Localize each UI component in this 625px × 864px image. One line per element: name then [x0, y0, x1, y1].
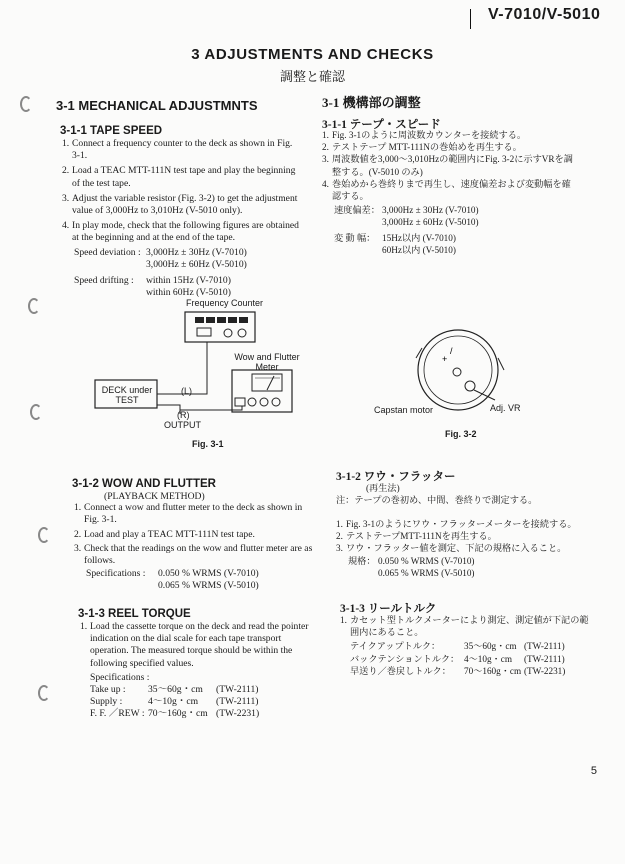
spec-row: 0.065 % WRMS (V-5010)	[378, 567, 475, 578]
binding-hole-mark	[20, 96, 32, 112]
binding-hole-mark	[38, 685, 50, 701]
step: 3. ワウ・フラッター値を測定、下記の規格に入ること。	[336, 543, 567, 554]
fig-3-1-caption: Fig. 3-1	[192, 439, 224, 449]
output-label: OUTPUT	[164, 420, 201, 430]
wow-subheading: (PLAYBACK METHOD)	[104, 491, 205, 502]
step: 1. Connect a wow and flutter meter to the deck as shown in Fig. 3-1.	[74, 502, 303, 526]
step: 3. 周波数値を3,000～3,010Hzの範囲内にFig. 3-2に示すVRを調整する。(V-5010 のみ)	[322, 154, 573, 177]
step: 2. Load a TEAC MTT-111N test tape and play the beginning of the test tape.	[62, 165, 296, 189]
step: 2. Load and play a TEAC MTT-111N test tape.	[74, 529, 255, 541]
svg-text:+: +	[442, 354, 448, 364]
step: 1. Connect a frequency counter to the deck as shown in Fig. 3-1.	[62, 138, 293, 162]
step: 2. テストテープMTT-111Nを再生する。	[336, 531, 497, 542]
step: 1. Fig. 3-1のように周波数カウンターを接続する。	[322, 130, 527, 140]
adj-vr-label: Adj. VR	[490, 403, 521, 413]
step: 1. Load the cassette torque on the deck and read the pointer indication on the dial scale for each tape transport operation. The measured torque should be within the following specified values.	[80, 621, 309, 669]
spec-row: F. F. ／REW : 70～160g・cm (TW-2231)	[90, 708, 260, 720]
model-number: V-7010/V-5010	[488, 6, 601, 23]
step: 3. Adjust the variable resistor (Fig. 3-2) to get the adjustment value of 3,000Hz to 3,010Hz (V-5010 only).	[62, 192, 298, 217]
spec-block	[340, 640, 592, 677]
reel-steps-jp	[340, 614, 592, 677]
step: 2. テストテープ MTT-111Nの巻始めを再生する。	[322, 142, 522, 153]
step: 1. カセット型トルクメーターにより測定、測定値が下記の範囲内にあること。	[340, 615, 589, 638]
left-channel-label: (L)	[181, 386, 192, 396]
wow-steps-jp	[336, 518, 586, 579]
fig-3-2-caption: Fig. 3-2	[445, 429, 477, 439]
section-heading: 3-1 MECHANICAL ADJUSTMNTS	[56, 98, 258, 113]
step: 4. In play mode, check that the following figures are obtained at the beginning and at the end of the tape.	[62, 220, 299, 244]
page-title: 3 ADJUSTMENTS AND CHECKS	[191, 46, 434, 63]
deck-label: DECK under TEST	[101, 385, 153, 405]
wow-meter-label: Wow and Flutter Meter	[234, 352, 300, 372]
wow-note-jp: 注：テープの巻初め、中間、巻終りで測定する。	[336, 495, 538, 505]
subsection-heading-reel: 3-1-3 REEL TORQUE	[78, 608, 191, 620]
spec-block	[322, 204, 574, 256]
adj-vr-knob	[465, 381, 475, 391]
spec-row: 早送り／巻戻しトルク： 70～160g・cm (TW-2231)	[350, 665, 566, 676]
wow-steps	[74, 502, 318, 592]
spec-row: 3,000Hz ± 60Hz (V-5010)	[146, 258, 247, 270]
subsection-heading-wow-jp: 3-1-2 ワウ・フラッター	[336, 471, 456, 483]
svg-text:/: /	[450, 346, 453, 356]
spec-row: 3,000Hz ± 60Hz (V-5010)	[382, 217, 479, 228]
step: 4. 巻始めから巻終りまで再生し、速度偏差および変動幅を確認する。	[322, 178, 571, 202]
capstan-motor-label: Capstan motor	[374, 405, 434, 415]
frequency-counter-box	[185, 312, 255, 342]
reel-steps	[80, 621, 320, 721]
spec-row: 規格： 0.050 % WRMS (V-7010)	[348, 555, 475, 566]
subsection-heading-wow: 3-1-2 WOW AND FLUTTER	[72, 478, 216, 490]
spec-row: Take up : 35～60g・cm (TW-2111)	[90, 684, 259, 696]
subsection-heading-tape-speed: 3-1-1 TAPE SPEED	[60, 125, 163, 137]
spec-row: Specifications : 0.050 % WRMS (V-7010)	[86, 568, 259, 580]
spec-block	[336, 555, 586, 579]
capstan-motor-outline	[418, 330, 498, 410]
binding-hole-mark	[38, 527, 50, 543]
spec-row: Supply : 4～10g・cm (TW-2111)	[90, 696, 259, 708]
right-channel-label: (R)	[177, 410, 190, 420]
spec-row: 60Hz以内 (V-5010)	[382, 244, 456, 255]
wow-subheading-jp: (再生法)	[366, 483, 400, 493]
binding-hole-mark	[30, 404, 42, 420]
page-number: 5	[590, 765, 597, 777]
subsection-heading-tape-speed-jp: 3-1-1 テープ・スピード	[322, 119, 441, 131]
spec-block	[80, 684, 320, 721]
spec-row: 0.065 % WRMS (V-5010)	[158, 580, 259, 592]
tape-speed-steps	[62, 138, 302, 299]
spec-row: within 60Hz (V-5010)	[146, 287, 231, 299]
step: 1. Fig. 3-1のようにワウ・フラッターメーターを接続する。	[336, 519, 577, 529]
spec-row: テイクアップトルク： 35～60g・cm (TW-2111)	[350, 641, 565, 652]
section-heading-jp: 3-1 機構部の調整	[322, 95, 421, 110]
frequency-counter-label: Frequency Counter	[186, 298, 264, 308]
spec-row: バックテンショントルク： 4～10g・cm (TW-2111)	[350, 653, 565, 664]
spec-row: 変 動 幅： 15Hz以内 (V-7010)	[334, 232, 456, 243]
spec-row: Speed deviation : 3,000Hz ± 30Hz (V-7010)	[74, 246, 247, 258]
tape-speed-steps-jp	[322, 129, 574, 256]
binding-hole-mark	[28, 298, 40, 314]
spec-row: Speed drifting : within 15Hz (V-7010)	[74, 275, 231, 287]
spec-row: 速度偏差： 3,000Hz ± 30Hz (V-7010)	[334, 205, 479, 216]
header-rule	[470, 9, 471, 29]
spec-block	[74, 568, 318, 592]
spec-title: Specifications :	[90, 671, 150, 683]
step: 3. Check that the readings on the wow and flutter meter are as follows.	[74, 542, 313, 566]
page-title-jp: 調整と確認	[279, 69, 345, 84]
subsection-heading-reel-jp: 3-1-3 リールトルク	[340, 603, 437, 615]
